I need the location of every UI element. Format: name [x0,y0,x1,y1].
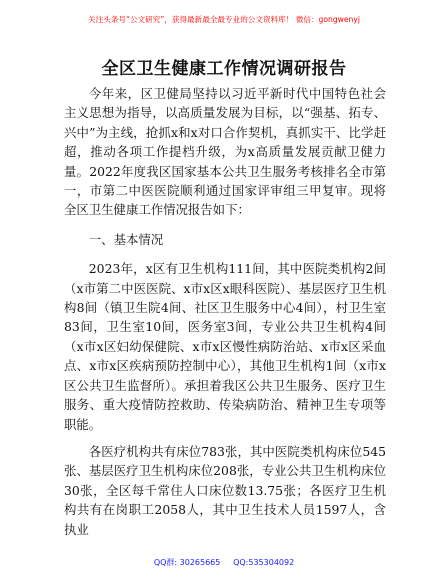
promo-banner: 关注头条号“公文研究”，获得最新最全最专业的公文资料库！ 微信：gongwenyj [88,15,360,24]
contact-footer: QQ群: 30265665 QQ:535304092 [153,558,295,567]
basic-info-paragraph: 2023年，x区有卫生机构111间，其中医院类机构2间（x市第二中医医院、x市x区x眼科医院）、基层医疗卫生机构8间（镇卫生院4间、社区卫生服务中心4间），村卫生室83间，卫生室10间，医务室3间，专业公共卫生机构4间（x市x区妇幼保健院、x市x区慢性病防治站、x市x区采血点、x市x区疾病预防控制中心），其他卫生机构1间（x市x区公共卫生监督所）。承担着我区公共卫生服务、医疗卫生服务、重大疫情防控救助、传染病防治、精神卫生专项等职能。 [64,261,386,432]
section-heading: 一、基本情况 [88,231,164,247]
beds-staff-paragraph: 各医疗机构共有床位783张，其中医院类机构床位545张、基层医疗卫生机构床位208张，专业公共卫生机构床位30张，全区每千常住人口床位数13.75张；各医疗卫生机构共有在岗职工2058人，其中卫生技术人员1597人，含执业 [64,443,386,537]
document-body [64,84,386,539]
intro-paragraph: 今年来，区卫健局坚持以习近平新时代中国特色社会主义思想为指导，以高质量发展为目标，以“强基、拓专、兴中”为主线，抢抓x和x对口合作契机，真抓实干、比学赶超，推动各项工作提档升级，为x高质量发展贡献卫健力量。2022年度我区国家基本公共卫生服务考核排名全市第一，市第二中医医院顺利通过国家评审组三甲复审。现将全区卫生健康工作情况报告如下： [64,86,386,218]
document-title: 全区卫生健康工作情况调研报告 [101,59,347,79]
